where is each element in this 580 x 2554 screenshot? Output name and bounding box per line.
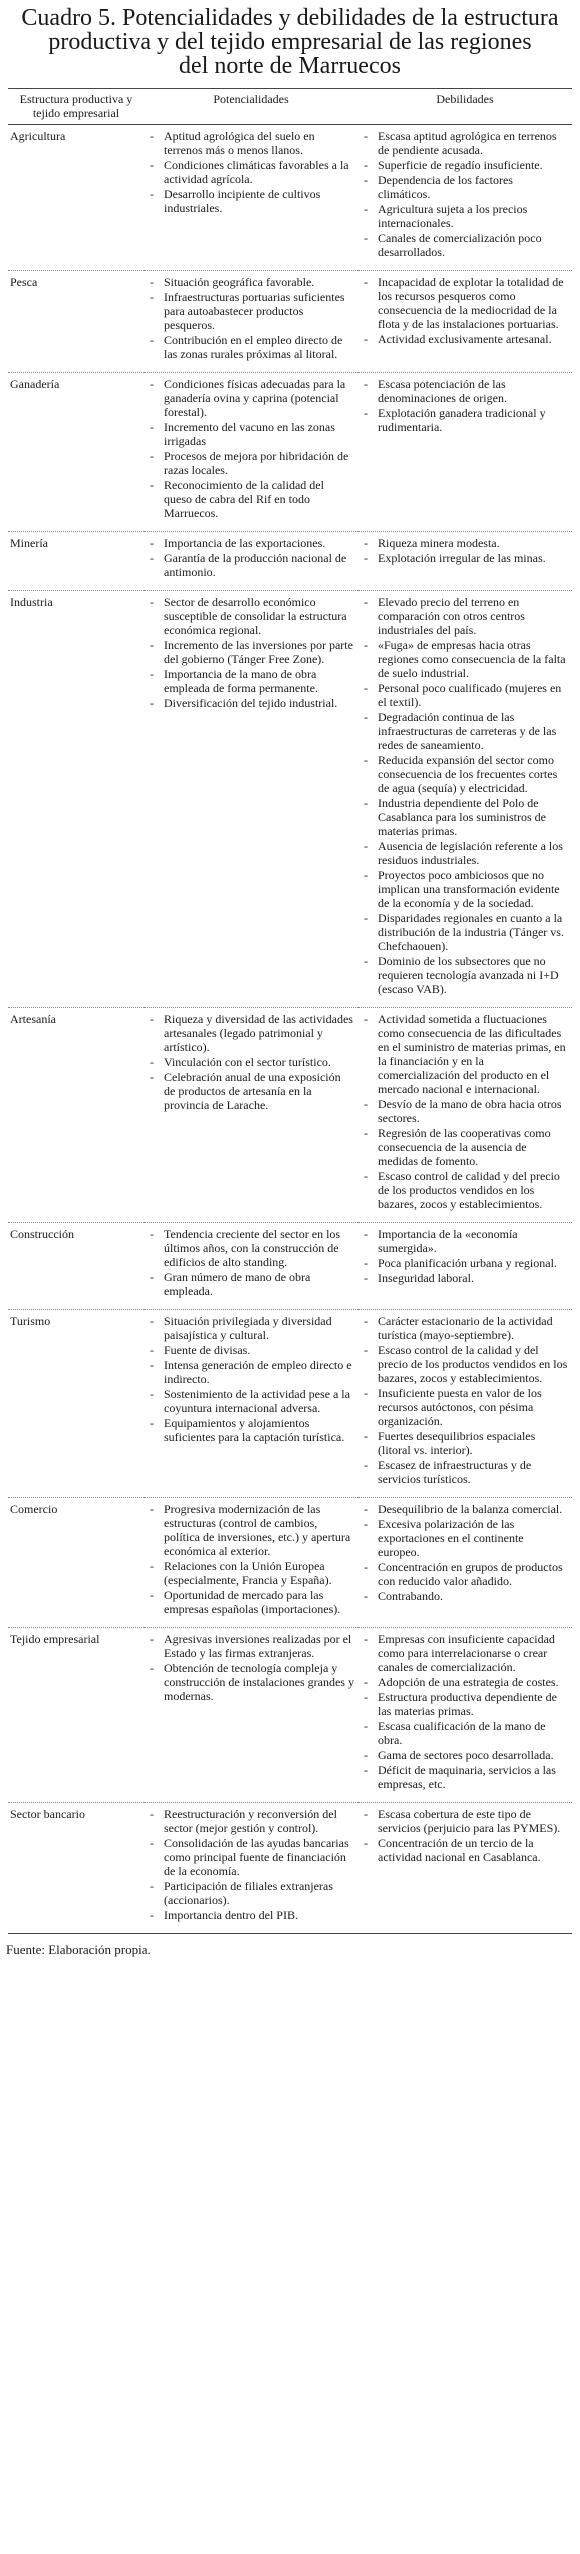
debilidad-item: - Escasez de infraestructuras y de servicios turísticos. [362,1458,568,1486]
debilidades-list [362,595,568,996]
potencialidad-item: - Participación de filiales extranjeras (accionarios). [148,1879,354,1907]
debilidad-item: - «Fuga» de empresas hacia otras regiones como consecuencia de la falta de suelo industrial. [362,638,568,680]
debilidad-item: - Desequilibrio de la balanza comercial. [362,1502,568,1516]
potencialidad-item: - Celebración anual de una exposición de productos de artesanía en la provincia de Larache. [148,1070,354,1112]
debilidad-item: - Elevado precio del terreno en comparación con otros centros industriales del país. [362,595,568,637]
debilidad-item: - Estructura productiva dependiente de las materias primas. [362,1690,568,1718]
debilidad-item: - Incapacidad de explotar la totalidad de los recursos pesqueros como consecuencia de la mediocridad de la flota y de las instalaciones portuarias. [362,275,568,331]
potencialidad-item: - Intensa generación de empleo directo e indirecto. [148,1358,354,1386]
debilidad-item: - Dependencia de los factores climáticos. [362,173,568,201]
sector-cell: Ganadería [10,377,60,391]
potencialidad-item: - Incremento de las inversiones por parte del gobierno (Tánger Free Zone). [148,638,354,666]
potencialidades-list [148,1807,354,1922]
potencialidades-cell [144,1310,358,1498]
potencialidad-item: - Procesos de mejora por hibridación de razas locales. [148,449,354,477]
debilidades-list [362,1632,568,1791]
potencialidades-list [148,275,354,361]
potencialidades-list [148,595,354,710]
potencialidad-item: - Relaciones con la Unión Europea (especialmente, Francia y España). [148,1559,354,1587]
potencialidad-item: - Desarrollo incipiente de cultivos industriales. [148,187,354,215]
potencialidad-item: - Progresiva modernización de las estructuras (control de cambios, política de inversiones, etc.) y apertura económica al exterior. [148,1502,354,1558]
debilidades-cell [358,532,572,591]
caption-line: productiva y del tejido empresarial de las regiones [48,29,532,55]
debilidades-list [362,129,568,259]
potencialidades-cell [144,125,358,271]
debilidad-item: - Fuertes desequilibrios espaciales (litoral vs. interior). [362,1429,568,1457]
potencialidades-list [148,1632,354,1703]
potencialidades-list [148,536,354,579]
potencialidades-cell [144,1803,358,1934]
table-row [8,1310,572,1498]
debilidad-item: - Empresas con insuficiente capacidad como para interrelacionarse o crear canales de comercialización. [362,1632,568,1674]
potencialidad-item: - Agresivas inversiones realizadas por el Estado y las firmas extranjeras. [148,1632,354,1660]
potencialidad-item: - Vinculación con el sector turístico. [148,1055,354,1069]
debilidad-item: - Explotación irregular de las minas. [362,551,568,565]
debilidad-item: - Industria dependiente del Polo de Casablanca para los suministros de materias primas. [362,796,568,838]
header-sector: Estructura productiva y tejido empresarial [19,92,133,120]
potencialidades-list [148,129,354,215]
table-row [8,1803,572,1934]
debilidad-item: - Insuficiente puesta en valor de los recursos autóctonos, con pésima organización. [362,1386,568,1428]
potencialidad-item: - Garantía de la producción nacional de antimonio. [148,551,354,579]
debilidad-item: - Actividad sometida a fluctuaciones como consecuencia de las dificultades en el suministro de materias primas, en la financiación y en la comercialización del producto en el mercado nacional e internacional. [362,1012,568,1096]
swot-table [8,88,572,1934]
debilidades-list [362,1012,568,1211]
table-row [8,271,572,373]
debilidad-item: - Excesiva polarización de las exportaciones en el continente europeo. [362,1517,568,1559]
debilidades-cell [358,271,572,373]
debilidad-item: - Explotación ganadera tradicional y rudimentaria. [362,406,568,434]
potencialidad-item: - Condiciones climáticas favorables a la actividad agrícola. [148,158,354,186]
source-note: Fuente: Elaboración propia. [6,1942,151,1957]
table-row [8,1628,572,1803]
potencialidad-item: - Fuente de divisas. [148,1343,354,1357]
sector-cell: Industria [10,595,53,609]
table-header [8,89,572,125]
debilidad-item: - Desvío de la mano de obra hacia otros sectores. [362,1097,568,1125]
debilidad-item: - Reducida expansión del sector como consecuencia de los frecuentes cortes de agua (sequía) y electricidad. [362,753,568,795]
debilidades-list [362,275,568,346]
debilidad-item: - Canales de comercialización poco desarrollados. [362,231,568,259]
debilidades-list [362,1807,568,1864]
potencialidades-cell [144,373,358,532]
potencialidad-item: - Consolidación de las ayudas bancarias como principal fuente de financiación de la economía. [148,1836,354,1878]
debilidades-list [362,1314,568,1486]
potencialidades-list [148,1314,354,1444]
potencialidad-item: - Sector de desarrollo económico susceptible de consolidar la estructura económica regional. [148,595,354,637]
potencialidad-item: - Contribución en el empleo directo de las zonas rurales próximas al litoral. [148,333,354,361]
debilidades-cell [358,125,572,271]
potencialidades-list [148,377,354,520]
potencialidad-item: - Aptitud agrológica del suelo en terrenos más o menos llanos. [148,129,354,157]
debilidad-item: - Ausencia de legislación referente a los residuos industriales. [362,839,568,867]
debilidad-item: - Escasa potenciación de las denominaciones de origen. [362,377,568,405]
potencialidad-item: - Equipamientos y alojamientos suficientes para la captación turística. [148,1416,354,1444]
debilidad-item: - Escasa cobertura de este tipo de servicios (perjuicio para las PYMES). [362,1807,568,1835]
debilidades-list [362,536,568,565]
header-debilidades: Debilidades [436,92,494,106]
debilidades-cell [358,1803,572,1934]
debilidad-item: - Personal poco cualificado (mujeres en el textil). [362,681,568,709]
debilidades-cell [358,591,572,1008]
potencialidades-cell [144,271,358,373]
potencialidades-list [148,1227,354,1298]
table-row [8,1223,572,1310]
debilidad-item: - Adopción de una estrategia de costes. [362,1675,568,1689]
debilidad-item: - Escaso control de la calidad y del precio de los productos vendidos en los bazares, zocos y establecimientos. [362,1343,568,1385]
debilidad-item: - Inseguridad laboral. [362,1271,568,1285]
sector-cell: Pesca [10,275,38,289]
debilidad-item: - Escasa aptitud agrológica en terrenos de pendiente acusada. [362,129,568,157]
table-caption [8,6,572,78]
caption-line: del norte de Marruecos [179,53,401,79]
debilidades-list [362,377,568,434]
potencialidad-item: - Diversificación del tejido industrial. [148,696,354,710]
potencialidad-item: - Reconocimiento de la calidad del queso de cabra del Rif en todo Marruecos. [148,478,354,520]
debilidad-item: - Contrabando. [362,1589,568,1603]
potencialidad-item: - Condiciones físicas adecuadas para la ganadería ovina y caprina (potencial forestal). [148,377,354,419]
potencialidad-item: - Situación geográfica favorable. [148,275,354,289]
potencialidades-cell [144,1628,358,1803]
sector-cell: Comercio [10,1502,58,1516]
debilidad-item: - Proyectos poco ambiciosos que no implican una transformación evidente de la economía y de la sociedad. [362,868,568,910]
debilidad-item: - Carácter estacionario de la actividad turística (mayo-septiembre). [362,1314,568,1342]
sector-cell: Minería [10,536,48,550]
debilidades-cell [358,1008,572,1223]
debilidad-item: - Actividad exclusivamente artesanal. [362,332,568,346]
potencialidades-cell [144,1223,358,1310]
debilidad-item: - Déficit de maquinaria, servicios a las empresas, etc. [362,1763,568,1791]
sector-cell: Turismo [10,1314,51,1328]
table-row [8,591,572,1008]
potencialidades-cell [144,1008,358,1223]
potencialidad-item: - Oportunidad de mercado para las empresas españolas (importaciones). [148,1588,354,1616]
table-body [8,125,572,1934]
debilidad-item: - Escaso control de calidad y del precio de los productos vendidos en los bazares, zocos y establecimientos. [362,1169,568,1211]
debilidades-cell [358,1498,572,1628]
potencialidades-cell [144,532,358,591]
potencialidad-item: - Reestructuración y reconversión del sector (mejor gestión y control). [148,1807,354,1835]
potencialidad-item: - Riqueza y diversidad de las actividades artesanales (legado patrimonial y artístico). [148,1012,354,1054]
debilidades-cell [358,373,572,532]
page [0,6,580,1958]
potencialidad-item: - Situación privilegiada y diversidad paisajística y cultural. [148,1314,354,1342]
table-row [8,1498,572,1628]
debilidad-item: - Disparidades regionales en cuanto a la distribución de la industria (Tánger vs. Chefchaouen). [362,911,568,953]
potencialidades-list [148,1502,354,1616]
table-row [8,532,572,591]
debilidades-cell [358,1223,572,1310]
potencialidad-item: - Sostenimiento de la actividad pese a la coyuntura internacional adversa. [148,1387,354,1415]
header-potencialidades: Potencialidades [213,92,289,106]
debilidad-item: - Agricultura sujeta a los precios internacionales. [362,202,568,230]
debilidad-item: - Escasa cualificación de la mano de obra. [362,1719,568,1747]
table-row [8,1008,572,1223]
sector-cell: Tejido empresarial [10,1632,100,1646]
debilidad-item: - Dominio de los subsectores que no requieren tecnología avanzada ni I+D (escaso VAB). [362,954,568,996]
potencialidad-item: - Importancia dentro del PIB. [148,1908,354,1922]
potencialidad-item: - Gran número de mano de obra empleada. [148,1270,354,1298]
potencialidad-item: - Tendencia creciente del sector en los últimos años, con la construcción de edificios de alto standing. [148,1227,354,1269]
debilidad-item: - Importancia de la «economía sumergida». [362,1227,568,1255]
potencialidad-item: - Importancia de la mano de obra empleada de forma permanente. [148,667,354,695]
sector-cell: Sector bancario [10,1807,85,1821]
caption-line: Cuadro 5. Potencialidades y debilidades de la estructura [21,5,559,31]
potencialidades-cell [144,1498,358,1628]
debilidad-item: - Concentración en grupos de productos con reducido valor añadido. [362,1560,568,1588]
potencialidad-item: - Incremento del vacuno en las zonas irrigadas [148,420,354,448]
potencialidades-cell [144,591,358,1008]
potencialidad-item: - Importancia de las exportaciones. [148,536,354,550]
potencialidad-item: - Obtención de tecnología compleja y construcción de instalaciones grandes y modernas. [148,1661,354,1703]
table-row [8,125,572,271]
debilidad-item: - Concentración de un tercio de la actividad nacional en Casablanca. [362,1836,568,1864]
sector-cell: Agricultura [10,129,66,143]
sector-cell: Artesanía [10,1012,56,1026]
potencialidades-list [148,1012,354,1112]
debilidades-list [362,1227,568,1285]
debilidades-list [362,1502,568,1603]
debilidad-item: - Gama de sectores poco desarrollada. [362,1748,568,1762]
debilidad-item: - Regresión de las cooperativas como consecuencia de la ausencia de medidas de fomento. [362,1126,568,1168]
debilidad-item: - Poca planificación urbana y regional. [362,1256,568,1270]
debilidades-cell [358,1310,572,1498]
table-row [8,373,572,532]
debilidad-item: - Superficie de regadío insuficiente. [362,158,568,172]
potencialidad-item: - Infraestructuras portuarias suficientes para autoabastecer productos pesqueros. [148,290,354,332]
debilidad-item: - Riqueza minera modesta. [362,536,568,550]
sector-cell: Construcción [10,1227,74,1241]
debilidades-cell [358,1628,572,1803]
debilidad-item: - Degradación continua de las infraestructuras de carreteras y de las redes de saneamiento. [362,710,568,752]
